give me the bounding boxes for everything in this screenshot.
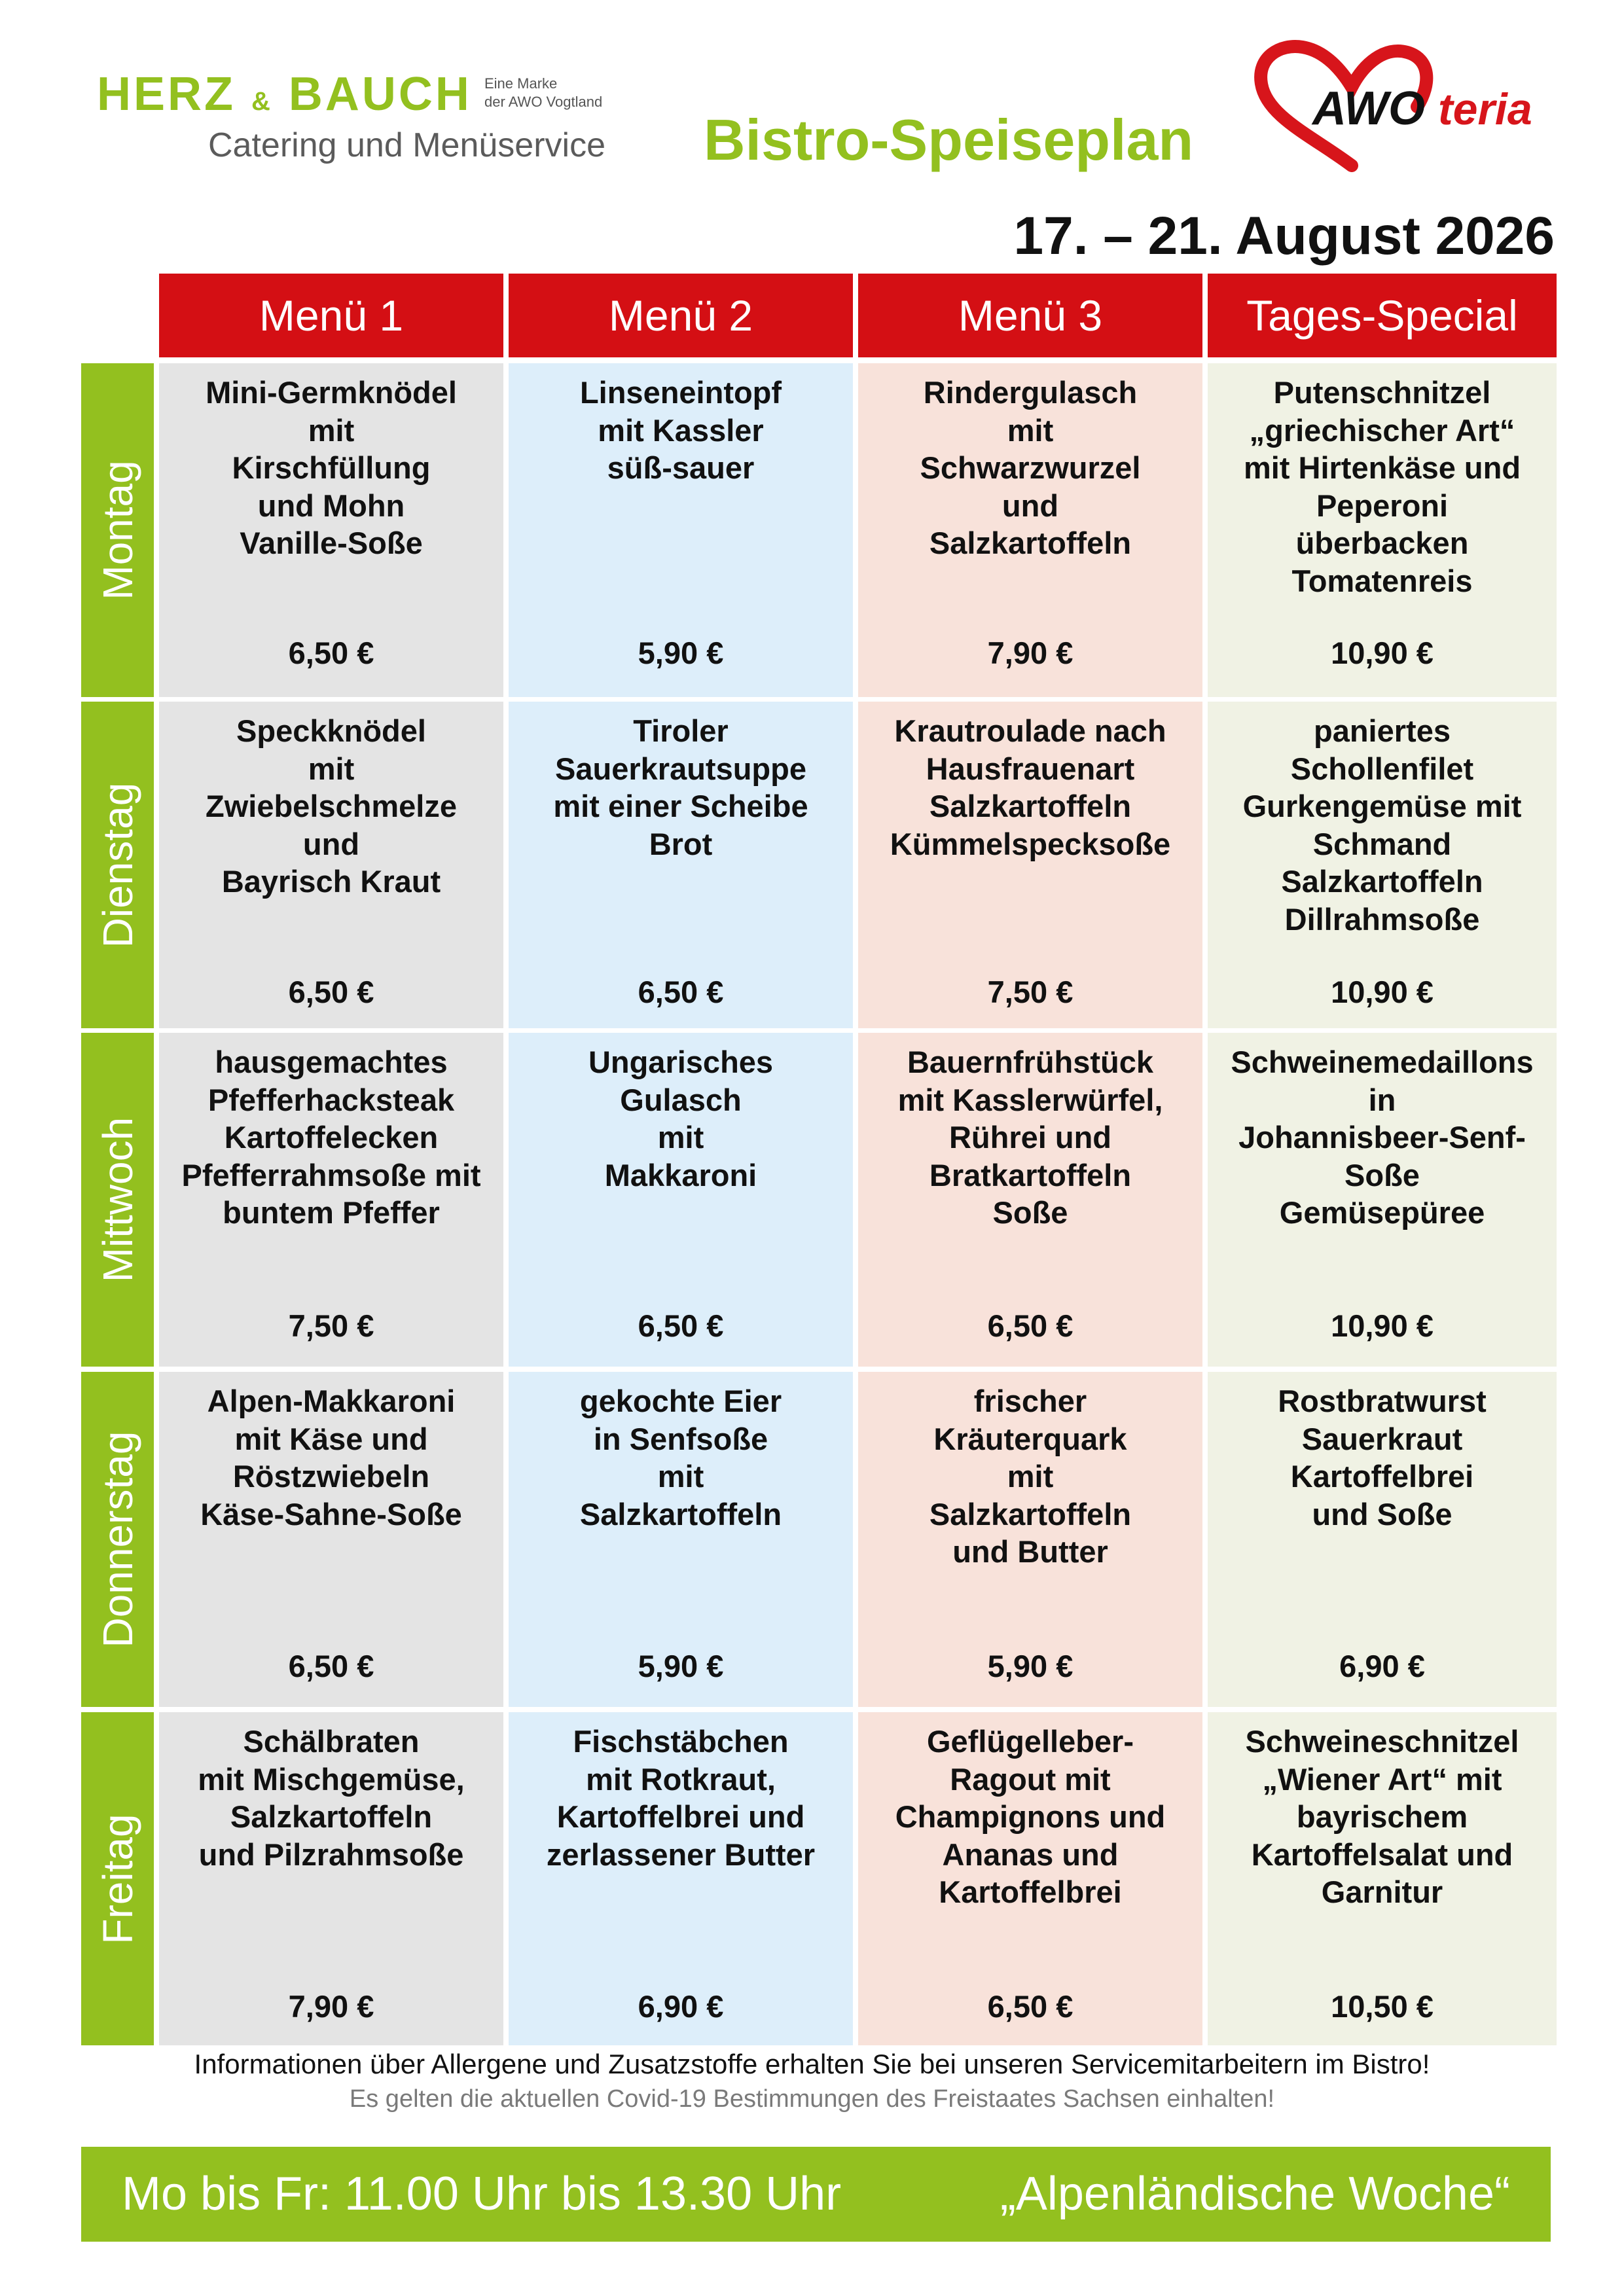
day-name: Dienstag — [94, 782, 141, 948]
price: 5,90 € — [638, 636, 724, 670]
price: 6,50 € — [288, 975, 374, 1009]
price: 7,90 € — [987, 636, 1074, 670]
awoteria-wordmark — [1312, 82, 1532, 135]
page-title: Bistro-Speiseplan — [704, 107, 1194, 172]
price: 7,50 € — [987, 975, 1074, 1009]
dish-text: Tiroler Sauerkrautsuppe mit einer Scheibe Brot — [553, 713, 808, 861]
menu-cell — [159, 1372, 503, 1707]
brand-wordmark — [97, 68, 472, 120]
column-header-tages-special: Tages-Special — [1208, 274, 1557, 357]
awo-word: AWO — [1312, 82, 1425, 135]
menu-cell — [509, 363, 853, 697]
footer-bar — [81, 2147, 1551, 2242]
brand-tag-line2: der AWO Vogtland — [484, 94, 603, 110]
dish-text: Mini-Germknödel mit Kirschfüllung und Mohn Vanille-Soße — [206, 375, 457, 560]
dish-text: Schweineschnitzel „Wiener Art“ mit bayrischem Kartoffelsalat und Garnitur — [1245, 1724, 1519, 1909]
menu-cell — [1208, 363, 1557, 697]
menu-cell — [858, 363, 1202, 697]
price: 7,90 € — [288, 1989, 374, 2024]
menu-cell — [858, 1033, 1202, 1367]
price: 5,90 € — [638, 1649, 724, 1683]
menu-cell — [858, 702, 1202, 1028]
day-name: Mittwoch — [94, 1117, 141, 1283]
menu-cell — [1208, 1033, 1557, 1367]
price: 6,50 € — [638, 975, 724, 1009]
day-label-donnerstag — [81, 1372, 154, 1707]
dish-text: Bauernfrühstück mit Kasslerwürfel, Rührei und Bratkartoffeln Soße — [897, 1045, 1163, 1230]
price: 6,50 € — [288, 1649, 374, 1683]
dish-text: frischer Kräuterquark mit Salzkartoffeln und Butter — [929, 1384, 1132, 1569]
dish-text: paniertes Schollenfilet Gurkengemüse mit Schmand Salzkartoffeln Dillrahmsoße — [1242, 713, 1522, 937]
dish-text: Linseneintopf mit Kassler süß-sauer — [579, 375, 782, 485]
allergen-info: Informationen über Allergene und Zusatzstoffe erhalten Sie bei unseren Servicemitarbeitern im Bistro! — [194, 2049, 1430, 2079]
menu-cell — [159, 1033, 503, 1367]
price: 6,90 € — [1339, 1649, 1425, 1683]
day-label-dienstag — [81, 702, 154, 1028]
dish-text: Schweinemedaillons in Johannisbeer-Senf- Soße Gemüsepüree — [1231, 1045, 1534, 1230]
menu-cell — [159, 702, 503, 1028]
column-header-menu-3: Menü 3 — [858, 274, 1202, 357]
awoteria-logo — [1254, 38, 1561, 175]
covid-notice: Es gelten die aktuellen Covid-19 Bestimmungen des Freistaates Sachsen einhalten! — [349, 2085, 1275, 2113]
column-header-menu-1: Menü 1 — [159, 274, 503, 357]
price: 5,90 € — [987, 1649, 1074, 1683]
menu-cell — [509, 1372, 853, 1707]
brand-tagline — [484, 75, 602, 111]
price: 6,50 € — [288, 636, 374, 670]
menu-cell — [858, 1372, 1202, 1707]
price: 10,90 € — [1331, 636, 1434, 670]
brand-tag-line1: Eine Marke — [484, 75, 558, 92]
brand-herz: HERZ — [97, 68, 236, 120]
menu-cell — [509, 1712, 853, 2045]
price: 10,90 € — [1331, 975, 1434, 1009]
menu-cell — [159, 363, 503, 697]
dish-text: Geflügelleber- Ragout mit Champignons und Ananas und Kartoffelbrei — [895, 1724, 1166, 1909]
dish-text: Putenschnitzel „griechischer Art“ mit Hirtenkäse und Peperoni überbacken Tomatenreis — [1243, 375, 1521, 598]
dish-text: Fischstäbchen mit Rotkraut, Kartoffelbrei und zerlassener Butter — [546, 1724, 816, 1872]
brand-amp: & — [251, 87, 273, 116]
menu-cell — [1208, 1372, 1557, 1707]
price: 10,50 € — [1331, 1989, 1434, 2024]
price: 10,90 € — [1331, 1308, 1434, 1343]
dish-text: Schälbraten mit Mischgemüse, Salzkartoffeln und Pilzrahmsoße — [198, 1724, 465, 1872]
day-label-freitag — [81, 1712, 154, 2045]
day-name: Montag — [94, 460, 141, 600]
price: 7,50 € — [288, 1308, 374, 1343]
opening-hours: Mo bis Fr: 11.00 Uhr bis 13.30 Uhr — [122, 2168, 842, 2220]
dish-text: Ungarisches Gulasch mit Makkaroni — [588, 1045, 774, 1193]
menu-cell — [159, 1712, 503, 2045]
price: 6,50 € — [638, 1308, 724, 1343]
dish-text: Alpen-Makkaroni mit Käse und Röstzwiebeln Käse-Sahne-Soße — [200, 1384, 462, 1532]
menu-cell — [1208, 702, 1557, 1028]
dish-text: hausgemachtes Pfefferhacksteak Kartoffelecken Pfefferrahmsoße mit buntem Pfeffer — [181, 1045, 481, 1230]
brand-bauch: BAUCH — [288, 68, 472, 120]
price: 6,90 € — [638, 1989, 724, 2024]
dish-text: gekochte Eier in Senfsoße mit Salzkartoffeln — [579, 1384, 782, 1532]
day-name: Freitag — [94, 1813, 141, 1945]
menu-cell — [509, 702, 853, 1028]
column-header-menu-2: Menü 2 — [509, 274, 853, 357]
menu-cell — [509, 1033, 853, 1367]
date-range: 17. – 21. August 2026 — [1013, 206, 1555, 266]
price: 6,50 € — [987, 1308, 1074, 1343]
day-label-montag — [81, 363, 154, 697]
price: 6,50 € — [987, 1989, 1074, 2024]
dish-text: Rindergulasch mit Schwarzwurzel und Salzkartoffeln — [920, 375, 1141, 560]
dish-text: Krautroulade nach Hausfrauenart Salzkartoffeln Kümmelspecksoße — [890, 713, 1171, 861]
dish-text: Rostbratwurst Sauerkraut Kartoffelbrei und Soße — [1278, 1384, 1487, 1532]
day-name: Donnerstag — [94, 1431, 141, 1648]
herz-bauch-logo — [97, 65, 634, 177]
teria-word: teria — [1438, 84, 1532, 134]
brand-subtitle: Catering und Menüservice — [208, 126, 605, 164]
week-theme: „Alpenländische Woche“ — [1000, 2168, 1510, 2220]
day-label-mittwoch — [81, 1033, 154, 1367]
menu-cell — [858, 1712, 1202, 2045]
menu-cell — [1208, 1712, 1557, 2045]
dish-text: Speckknödel mit Zwiebelschmelze und Bayrisch Kraut — [206, 713, 457, 899]
